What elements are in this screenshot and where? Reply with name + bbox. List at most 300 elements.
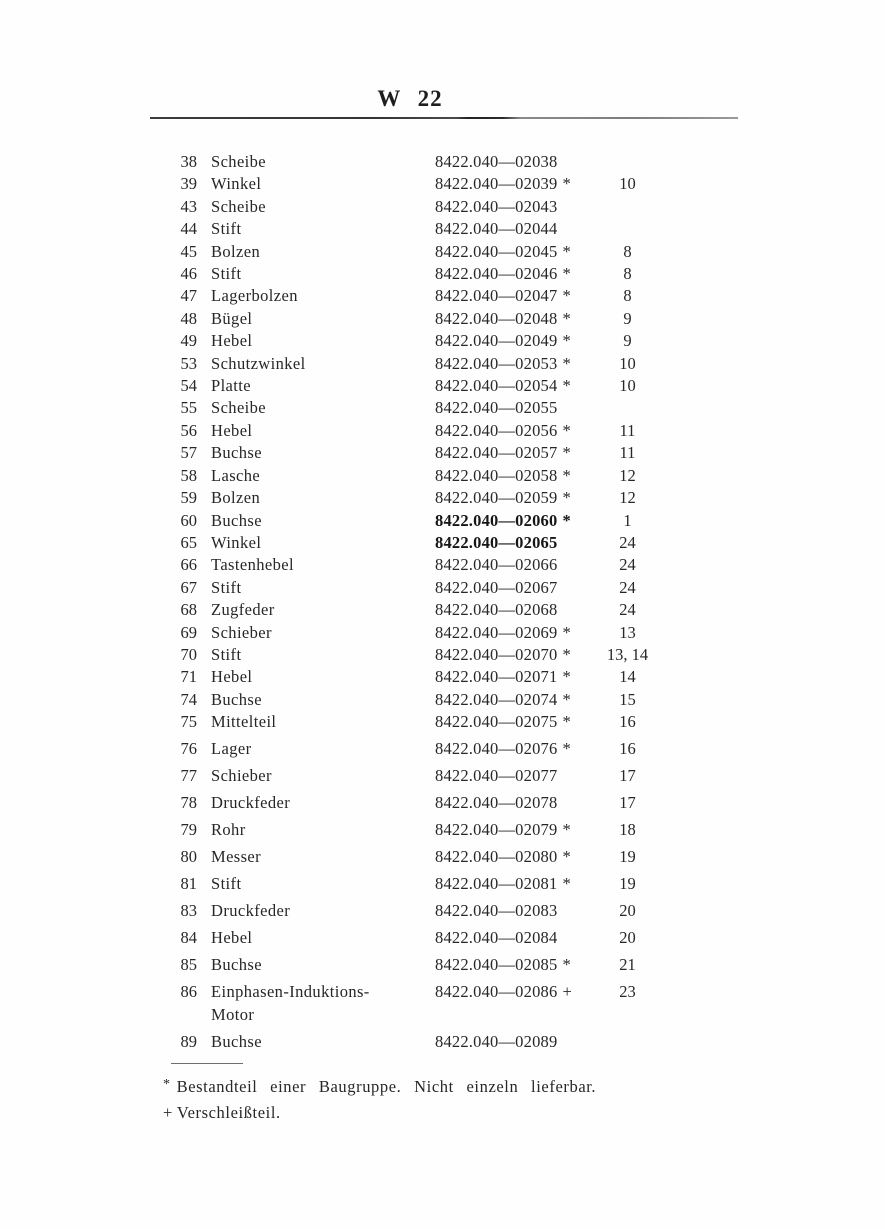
row-part-number: 8422.040—02085 [435, 955, 558, 975]
row-part [435, 487, 605, 509]
row-part [435, 173, 605, 195]
row-gap [197, 308, 211, 330]
row-name: Schutzwinkel [211, 353, 306, 373]
row-mark: + [562, 982, 572, 1002]
row-part [435, 420, 605, 442]
row-name: Hebel [211, 331, 253, 351]
row-pos: 58 [180, 465, 197, 485]
row-pos: 84 [180, 928, 197, 948]
row-gap [197, 442, 211, 464]
row-mark: * [562, 874, 571, 894]
row-pos: 65 [180, 532, 197, 552]
row-part-number: 8422.040—02047 [435, 286, 558, 306]
row-mark: * [562, 264, 571, 284]
row-ref: 19 [619, 847, 636, 867]
row-pos: 56 [180, 420, 197, 440]
row-part-number: 8422.040—02084 [435, 928, 558, 948]
row-part [435, 218, 605, 240]
row-part [435, 765, 605, 787]
row-mark [557, 600, 562, 619]
table-row [0, 465, 700, 487]
table-row [0, 510, 700, 532]
row-mark: * [562, 488, 571, 508]
row-ref: 24 [619, 532, 636, 552]
row-ref: 13, 14 [606, 644, 649, 664]
row-part-number: 8422.040—02065 [435, 532, 558, 552]
row-name: Buchse [211, 443, 262, 463]
table-row [0, 950, 700, 977]
row-pos: 86 [180, 982, 197, 1002]
row-name: Messer [211, 847, 262, 867]
row-pos: 89 [180, 1031, 197, 1051]
row-name: Druckfeder [211, 793, 291, 813]
row-part [435, 263, 605, 285]
table-row [0, 353, 700, 375]
row-ref: 17 [619, 766, 636, 786]
row-part-number: 8422.040—02043 [435, 196, 558, 216]
row-mark: * [562, 286, 571, 306]
row-gap [197, 151, 211, 173]
row-ref: 20 [619, 928, 636, 948]
row-pos: 39 [180, 174, 197, 194]
row-name: Druckfeder [211, 901, 291, 921]
row-mark: * [562, 420, 571, 440]
footnote-text: Verschleißteil. [176, 1103, 281, 1122]
table-row [0, 788, 700, 815]
row-part [435, 577, 605, 599]
row-name: Rohr [211, 820, 246, 840]
row-part-number: 8422.040—02044 [435, 219, 558, 239]
row-ref: 9 [623, 308, 632, 328]
table-row [0, 896, 700, 923]
row-mark [557, 578, 562, 597]
row-pos: 55 [180, 398, 197, 418]
row-mark: * [562, 955, 571, 975]
row-mark: * [562, 847, 571, 867]
row-name: Zugfeder [211, 600, 275, 620]
row-part-number: 8422.040—02054 [435, 376, 558, 396]
row-name: Buchse [211, 1031, 262, 1051]
row-gap [197, 353, 211, 375]
row-ref: 24 [619, 577, 636, 597]
row-part-number: 8422.040—02081 [435, 874, 558, 894]
table-row [0, 196, 700, 218]
row-gap [197, 981, 211, 1026]
row-ref: 21 [619, 955, 636, 975]
table-row [0, 173, 700, 195]
row-gap [197, 900, 211, 922]
row-pos: 60 [180, 510, 197, 530]
row-gap [197, 196, 211, 218]
row-name: Stift [211, 644, 242, 664]
row-part-number: 8422.040—02075 [435, 712, 558, 732]
row-mark [557, 219, 562, 238]
row-pos: 74 [180, 689, 197, 709]
row-ref [605, 196, 650, 218]
row-mark: * [562, 739, 571, 759]
table-row [0, 689, 700, 711]
row-part-number: 8422.040—02060 [435, 510, 558, 530]
row-part [435, 241, 605, 263]
table-row [0, 487, 700, 509]
row-mark [557, 398, 562, 417]
table-row [0, 554, 700, 576]
row-gap [197, 846, 211, 868]
row-part [435, 554, 605, 576]
row-mark: * [562, 443, 571, 463]
row-part-number: 8422.040—02083 [435, 901, 558, 921]
row-name: Stift [211, 874, 242, 894]
row-gap [197, 666, 211, 688]
row-part [435, 873, 605, 895]
table-row [0, 532, 700, 554]
table-row [0, 622, 700, 644]
row-part [435, 465, 605, 487]
row-ref: 24 [619, 555, 636, 575]
row-pos: 80 [180, 847, 197, 867]
row-part [435, 510, 605, 532]
row-gap [197, 510, 211, 532]
row-name: Bolzen [211, 241, 261, 261]
row-gap [197, 1031, 211, 1053]
row-mark: * [562, 331, 571, 351]
page-title: W 22 [377, 86, 443, 111]
row-part-number: 8422.040—02086 [435, 982, 558, 1002]
row-part [435, 599, 605, 621]
row-gap [197, 689, 211, 711]
row-name: Scheibe [211, 398, 267, 418]
row-part [435, 644, 605, 666]
row-name: Stift [211, 577, 242, 597]
row-gap [197, 375, 211, 397]
row-ref: 10 [619, 376, 636, 396]
row-part [435, 330, 605, 352]
row-pos: 53 [180, 353, 197, 373]
row-name: Hebel [211, 928, 253, 948]
row-gap [197, 487, 211, 509]
row-gap [197, 792, 211, 814]
row-ref: 12 [619, 488, 636, 508]
row-pos: 71 [180, 667, 197, 687]
row-name-line2: Motor [211, 1004, 255, 1024]
row-part-number: 8422.040—02069 [435, 622, 558, 642]
row-pos: 48 [180, 308, 197, 328]
footnote-symbol: + [163, 1103, 173, 1122]
row-part-number: 8422.040—02039 [435, 174, 558, 194]
table-row [0, 308, 700, 330]
row-mark: * [562, 174, 571, 194]
row-pos: 68 [180, 600, 197, 620]
table-row [0, 644, 700, 666]
row-pos: 81 [180, 874, 197, 894]
row-part [435, 819, 605, 841]
row-name: Hebel [211, 667, 253, 687]
footnote-rule [171, 1063, 243, 1064]
row-part [435, 846, 605, 868]
row-part [435, 308, 605, 330]
table-row [0, 151, 700, 173]
row-pos: 69 [180, 622, 197, 642]
row-pos: 44 [180, 219, 197, 239]
row-part-number: 8422.040—02080 [435, 847, 558, 867]
table-row [0, 666, 700, 688]
row-ref: 13 [619, 622, 636, 642]
table-row [0, 761, 700, 788]
row-pos: 49 [180, 331, 197, 351]
row-gap [197, 765, 211, 787]
row-part [435, 954, 605, 976]
row-part [435, 151, 605, 173]
row-gap [197, 644, 211, 666]
row-part-number: 8422.040—02053 [435, 353, 558, 373]
row-gap [197, 927, 211, 949]
row-gap [197, 330, 211, 352]
table-row [0, 263, 700, 285]
row-pos: 76 [180, 739, 197, 759]
row-ref: 24 [619, 600, 636, 620]
row-pos: 66 [180, 555, 197, 575]
row-part [435, 711, 605, 733]
footnote-text: Bestandteil einer Baugruppe. Nicht einzeln lieferbar. [176, 1077, 597, 1096]
row-pos: 77 [180, 766, 197, 786]
row-pos: 45 [180, 241, 197, 261]
row-name: Buchse [211, 689, 262, 709]
table-row [0, 375, 700, 397]
row-pos: 46 [180, 264, 197, 284]
table-row [0, 420, 700, 442]
row-part [435, 1031, 605, 1053]
row-part [435, 622, 605, 644]
row-part-number: 8422.040—02057 [435, 443, 558, 463]
row-name: Bolzen [211, 488, 261, 508]
row-ref: 18 [619, 820, 636, 840]
table-row [0, 923, 700, 950]
row-ref: 10 [619, 174, 636, 194]
row-mark: * [562, 667, 571, 687]
row-part-number: 8422.040—02058 [435, 465, 558, 485]
row-mark: * [562, 353, 571, 373]
table-row [0, 842, 700, 869]
row-part-number: 8422.040—02038 [435, 152, 558, 171]
row-pos: 57 [180, 443, 197, 463]
row-name: Platte [211, 376, 251, 396]
row-name: Hebel [211, 420, 253, 440]
row-gap [197, 577, 211, 599]
row-pos: 85 [180, 955, 197, 975]
row-part [435, 666, 605, 688]
row-part-number: 8422.040—02045 [435, 241, 558, 261]
row-part [435, 532, 605, 554]
row-name: Lagerbolzen [211, 286, 298, 306]
row-part [435, 397, 605, 419]
row-name: Schieber [211, 766, 272, 786]
row-name: Lasche [211, 465, 261, 485]
row-ref: 8 [623, 286, 632, 306]
row-mark: * [562, 622, 571, 642]
row-name: Einphasen-Induktions- Motor [211, 981, 435, 1026]
row-gap [197, 738, 211, 760]
row-ref: 23 [619, 982, 636, 1002]
row-ref: 16 [619, 712, 636, 732]
row-name: Tastenhebel [211, 555, 294, 575]
footnote-plus [163, 1100, 596, 1126]
row-ref: 19 [619, 874, 636, 894]
row-gap [197, 465, 211, 487]
row-part-number: 8422.040—02055 [435, 398, 558, 418]
row-part-number: 8422.040—02074 [435, 689, 558, 709]
row-ref: 8 [623, 264, 632, 284]
row-gap [197, 954, 211, 976]
row-ref: 14 [619, 667, 636, 687]
table-row [0, 330, 700, 352]
row-gap [197, 599, 211, 621]
row-mark [557, 1032, 562, 1051]
table-row [0, 1026, 700, 1053]
table-row [0, 599, 700, 621]
row-mark: * [562, 308, 571, 328]
row-name: Stift [211, 219, 242, 239]
row-mark [557, 766, 562, 785]
row-name: Scheibe [211, 196, 267, 216]
row-part-number: 8422.040—02066 [435, 555, 558, 575]
row-pos: 70 [180, 644, 197, 664]
row-part-number: 8422.040—02049 [435, 331, 558, 351]
row-ref [605, 218, 650, 240]
row-part-number: 8422.040—02056 [435, 420, 558, 440]
row-pos: 59 [180, 488, 197, 508]
row-ref: 11 [619, 420, 636, 440]
row-part [435, 196, 605, 218]
row-ref: 12 [619, 465, 636, 485]
table-row [0, 241, 700, 263]
row-name: Winkel [211, 532, 262, 552]
row-name: Stift [211, 264, 242, 284]
row-part-number: 8422.040—02071 [435, 667, 558, 687]
parts-table [0, 151, 700, 1053]
row-part-number: 8422.040—02077 [435, 766, 558, 786]
row-ref: 8 [623, 241, 632, 261]
table-row [0, 442, 700, 464]
row-pos: 38 [180, 152, 197, 171]
row-pos: 83 [180, 901, 197, 921]
row-mark [557, 197, 562, 216]
row-mark [557, 793, 562, 812]
row-mark: * [562, 241, 571, 261]
row-part-number: 8422.040—02059 [435, 488, 558, 508]
row-part-number: 8422.040—02079 [435, 820, 558, 840]
row-mark [557, 901, 562, 920]
row-mark: * [562, 712, 571, 732]
row-ref [605, 1031, 650, 1053]
table-row [0, 734, 700, 761]
row-gap [197, 819, 211, 841]
row-part-number: 8422.040—02089 [435, 1031, 558, 1051]
row-part [435, 442, 605, 464]
row-gap [197, 420, 211, 442]
table-row [0, 711, 700, 733]
row-name: Buchse [211, 955, 262, 975]
row-gap [197, 554, 211, 576]
row-ref: 20 [619, 901, 636, 921]
row-name: Bügel [211, 308, 253, 328]
row-gap [197, 873, 211, 895]
row-pos: 67 [180, 577, 197, 597]
row-ref: 10 [619, 353, 636, 373]
row-name: Scheibe [211, 152, 267, 171]
row-name: Winkel [211, 174, 262, 194]
row-name: Buchse [211, 510, 262, 530]
row-part [435, 285, 605, 307]
row-pos: 47 [180, 286, 197, 306]
row-part-number: 8422.040—02078 [435, 793, 558, 813]
row-part [435, 375, 605, 397]
row-gap [197, 241, 211, 263]
table-row [0, 815, 700, 842]
row-part-number: 8422.040—02048 [435, 308, 558, 328]
row-mark: * [562, 644, 571, 664]
row-gap [197, 711, 211, 733]
row-mark: * [562, 689, 571, 709]
footnote-symbol: * [163, 1077, 171, 1092]
row-pos: 54 [180, 376, 197, 396]
table-row [0, 977, 700, 1026]
row-ref: 16 [619, 739, 636, 759]
row-gap [197, 622, 211, 644]
row-gap [197, 263, 211, 285]
table-row [0, 869, 700, 896]
table-row [0, 397, 700, 419]
row-name: Schieber [211, 622, 272, 642]
row-part [435, 927, 605, 949]
table-row [0, 218, 700, 240]
row-part-number: 8422.040—02046 [435, 264, 558, 284]
row-ref: 1 [623, 510, 632, 530]
table-row [0, 285, 700, 307]
row-gap [197, 532, 211, 554]
row-mark: * [562, 510, 571, 530]
row-gap [197, 173, 211, 195]
row-pos: 78 [180, 793, 197, 813]
row-part-number: 8422.040—02070 [435, 644, 558, 664]
header-rule [150, 117, 738, 119]
footnote-asterisk [163, 1072, 596, 1100]
row-gap [197, 218, 211, 240]
row-ref: 17 [619, 793, 636, 813]
row-gap [197, 285, 211, 307]
row-mark: * [562, 376, 571, 396]
row-ref [605, 151, 650, 173]
row-mark: * [562, 820, 571, 840]
row-pos: 75 [180, 712, 197, 732]
row-part [435, 689, 605, 711]
row-part [435, 738, 605, 760]
row-part-number: 8422.040—02067 [435, 577, 558, 597]
row-pos: 43 [180, 196, 197, 216]
row-ref: 15 [619, 689, 636, 709]
row-gap [197, 397, 211, 419]
row-part [435, 981, 605, 1026]
row-ref: 9 [623, 331, 632, 351]
row-mark [557, 928, 562, 947]
row-part-number: 8422.040—02068 [435, 600, 558, 620]
table-row [0, 577, 700, 599]
row-mark: * [562, 465, 571, 485]
row-pos: 79 [180, 820, 197, 840]
row-mark [557, 555, 562, 574]
row-mark [557, 152, 562, 171]
row-part [435, 353, 605, 375]
row-ref [605, 397, 650, 419]
